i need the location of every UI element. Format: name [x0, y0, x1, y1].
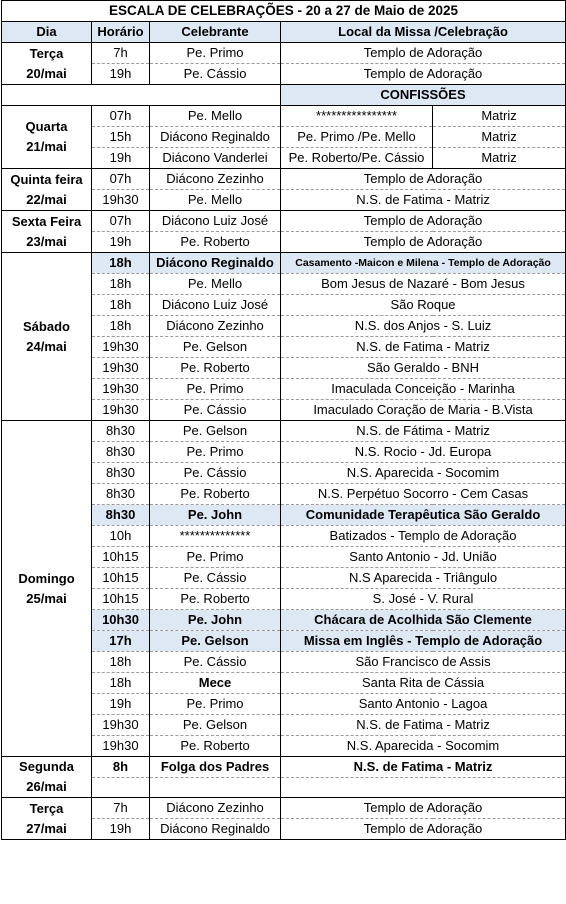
time-cell: 19h: [92, 819, 150, 840]
header-horario: Horário: [92, 22, 150, 43]
celebrant-cell: Diácono Luiz José: [150, 211, 281, 232]
day-name: Terça: [29, 800, 64, 816]
table-row: [2, 798, 566, 819]
local-cell: N.S Aparecida - Triângulo: [281, 568, 566, 589]
local-cell: Santo Antonio - Jd. União: [281, 547, 566, 568]
local-cell: N.S. Perpétuo Socorro - Cem Casas: [281, 484, 566, 505]
celebrant-cell: Pe. Primo: [150, 379, 281, 400]
local-cell: N.S. de Fatima - Matriz: [281, 190, 566, 211]
time-cell: 19h30: [92, 400, 150, 421]
blank-cell: [92, 85, 150, 106]
confessor-cell: ****************: [281, 106, 433, 127]
blank-cell: [92, 778, 150, 798]
time-cell: 19h: [92, 64, 150, 85]
header-dia: Dia: [2, 22, 92, 43]
time-cell: 19h30: [92, 190, 150, 211]
local-cell: N.S. de Fatima - Matriz: [281, 757, 566, 778]
day-cell-sabado-24: [2, 253, 92, 421]
time-cell: 18h: [92, 253, 150, 274]
celebrant-cell: Diácono Zezinho: [150, 316, 281, 337]
local-cell: Matriz: [433, 127, 566, 148]
time-cell: 8h30: [92, 421, 150, 442]
celebrant-cell: Pe. John: [150, 505, 281, 526]
local-cell: São Roque: [281, 295, 566, 316]
time-cell: 8h30: [92, 484, 150, 505]
celebrant-cell: Mece: [150, 673, 281, 694]
schedule-table: [1, 0, 566, 840]
blank-cell: [150, 85, 281, 106]
celebrant-cell: Pe. Primo: [150, 442, 281, 463]
time-cell: 19h: [92, 694, 150, 715]
time-cell: 19h30: [92, 358, 150, 379]
celebrant-cell: Pe. Cássio: [150, 652, 281, 673]
local-cell: N.S. dos Anjos - S. Luiz: [281, 316, 566, 337]
day-date: 22/mai: [26, 191, 67, 207]
local-cell: Matriz: [433, 106, 566, 127]
local-cell: N.S. de Fátima - Matriz: [281, 421, 566, 442]
blank-cell: [2, 85, 92, 106]
celebrant-cell: Pe. Cássio: [150, 568, 281, 589]
time-cell: 19h: [92, 232, 150, 253]
time-cell: 10h30: [92, 610, 150, 631]
celebrant-cell: Pe. Primo: [150, 43, 281, 64]
time-cell: 10h15: [92, 568, 150, 589]
table-row: [2, 211, 566, 232]
local-cell: Templo de Adoração: [281, 798, 566, 819]
local-cell: Missa em Inglês - Templo de Adoração: [281, 631, 566, 652]
day-name: Domingo: [18, 570, 75, 586]
local-cell: N.S. Aparecida - Socomim: [281, 463, 566, 484]
time-cell: 19h: [92, 148, 150, 169]
day-date: 23/mai: [26, 233, 67, 249]
local-cell: S. José - V. Rural: [281, 589, 566, 610]
time-cell: 19h30: [92, 715, 150, 736]
celebrant-cell: Pe. Gelson: [150, 337, 281, 358]
celebrant-cell: **************: [150, 526, 281, 547]
title-row: [2, 1, 566, 22]
time-cell: 18h: [92, 295, 150, 316]
day-name: Quarta: [25, 119, 68, 134]
header-celebrante: Celebrante: [150, 22, 281, 43]
celebrant-cell: Pe. Mello: [150, 106, 281, 127]
celebrant-cell: Pe. Roberto: [150, 484, 281, 505]
day-date: 24/mai: [26, 338, 67, 354]
celebrant-cell: Pe. Primo: [150, 694, 281, 715]
day-name: Quinta feira: [10, 171, 83, 187]
day-date: 26/mai: [26, 779, 67, 794]
local-cell: Batizados - Templo de Adoração: [281, 526, 566, 547]
time-cell: 18h: [92, 652, 150, 673]
celebrant-cell: Pe. Mello: [150, 274, 281, 295]
time-cell: 07h: [92, 106, 150, 127]
time-cell: 8h30: [92, 442, 150, 463]
celebrant-cell: Pe. Primo: [150, 547, 281, 568]
local-cell: Imaculada Conceição - Marinha: [281, 379, 566, 400]
confissoes-row: [2, 85, 566, 106]
celebrant-cell: Pe. Roberto: [150, 736, 281, 757]
day-name: Segunda: [19, 759, 74, 774]
celebrant-cell: Pe. John: [150, 610, 281, 631]
day-name: Terça: [29, 45, 64, 61]
local-cell: Templo de Adoração: [281, 211, 566, 232]
celebrant-cell: Diácono Zezinho: [150, 169, 281, 190]
confessor-cell: Pe. Roberto/Pe. Cássio: [281, 148, 433, 169]
day-cell-domingo-25: [2, 421, 92, 757]
day-date: 25/mai: [26, 590, 67, 606]
time-cell: 10h15: [92, 547, 150, 568]
header-local: Local da Missa /Celebração: [281, 22, 566, 43]
celebrant-cell: Diácono Reginaldo: [150, 127, 281, 148]
table-row: [2, 169, 566, 190]
table-row: [2, 421, 566, 442]
table-row: [2, 757, 566, 778]
local-cell: Matriz: [433, 148, 566, 169]
schedule-title: ESCALA DE CELEBRAÇÕES - 20 a 27 de Maio de 2025: [2, 1, 566, 22]
table-row: [2, 43, 566, 64]
local-cell: Chácara de Acolhida São Clemente: [281, 610, 566, 631]
time-cell: 07h: [92, 169, 150, 190]
day-date: 20/mai: [26, 65, 67, 81]
day-cell-segunda-26: [2, 757, 92, 798]
local-cell: Imaculado Coração de Maria - B.Vista: [281, 400, 566, 421]
time-cell: 19h30: [92, 379, 150, 400]
celebrant-cell: Pe. Cássio: [150, 463, 281, 484]
celebrant-cell: Diácono Reginaldo: [150, 819, 281, 840]
confessor-cell: Pe. Primo /Pe. Mello: [281, 127, 433, 148]
table-row-highlight: [2, 253, 566, 274]
celebrant-cell: Diácono Luiz José: [150, 295, 281, 316]
celebrant-cell: Pe. Roberto: [150, 358, 281, 379]
local-cell: São Francisco de Assis: [281, 652, 566, 673]
local-cell: Bom Jesus de Nazaré - Bom Jesus: [281, 274, 566, 295]
time-cell: 8h30: [92, 505, 150, 526]
day-cell-quinta-22: [2, 169, 92, 211]
time-cell: 7h: [92, 43, 150, 64]
local-cell: São Geraldo - BNH: [281, 358, 566, 379]
header-row: [2, 22, 566, 43]
local-cell: Casamento -Maicon e Milena - Templo de Adoração: [281, 253, 566, 274]
time-cell: 18h: [92, 274, 150, 295]
local-cell: Templo de Adoração: [281, 43, 566, 64]
local-cell: Santa Rita de Cássia: [281, 673, 566, 694]
celebrant-cell: Diácono Vanderlei: [150, 148, 281, 169]
celebrant-cell: Diácono Zezinho: [150, 798, 281, 819]
table-row: [2, 106, 566, 127]
day-cell-terca-20: [2, 43, 92, 85]
day-cell-quarta-21: [2, 106, 92, 169]
time-cell: 10h15: [92, 589, 150, 610]
celebrant-cell: Pe. Roberto: [150, 589, 281, 610]
time-cell: 17h: [92, 631, 150, 652]
day-cell-terca-27: [2, 798, 92, 840]
time-cell: 15h: [92, 127, 150, 148]
local-cell: Templo de Adoração: [281, 232, 566, 253]
time-cell: 10h: [92, 526, 150, 547]
local-cell: Comunidade Terapêutica São Geraldo: [281, 505, 566, 526]
local-cell: N.S. de Fatima - Matriz: [281, 337, 566, 358]
local-cell: Santo Antonio - Lagoa: [281, 694, 566, 715]
time-cell: 8h30: [92, 463, 150, 484]
local-cell: Templo de Adoração: [281, 819, 566, 840]
time-cell: 19h30: [92, 337, 150, 358]
local-cell: Templo de Adoração: [281, 169, 566, 190]
time-cell: 8h: [92, 757, 150, 778]
celebrant-cell: Folga dos Padres: [150, 757, 281, 778]
day-date: 27/mai: [26, 820, 67, 836]
time-cell: 7h: [92, 798, 150, 819]
day-cell-sexta-23: [2, 211, 92, 253]
blank-cell: [281, 778, 566, 798]
blank-cell: [150, 778, 281, 798]
celebrant-cell: Pe. Gelson: [150, 421, 281, 442]
local-cell: N.S. Rocio - Jd. Europa: [281, 442, 566, 463]
confissoes-label: CONFISSÕES: [281, 85, 566, 106]
day-name: Sexta Feira: [11, 213, 82, 229]
local-cell: N.S. Aparecida - Socomim: [281, 736, 566, 757]
day-name: Sábado: [23, 318, 70, 334]
day-date: 21/mai: [26, 139, 67, 154]
celebrant-cell: Pe. Roberto: [150, 232, 281, 253]
time-cell: 07h: [92, 211, 150, 232]
time-cell: 19h30: [92, 736, 150, 757]
celebrant-cell: Diácono Reginaldo: [150, 253, 281, 274]
local-cell: N.S. de Fatima - Matriz: [281, 715, 566, 736]
local-cell: Templo de Adoração: [281, 64, 566, 85]
celebrant-cell: Pe. Gelson: [150, 715, 281, 736]
celebrant-cell: Pe. Gelson: [150, 631, 281, 652]
celebrant-cell: Pe. Mello: [150, 190, 281, 211]
celebrant-cell: Pe. Cássio: [150, 64, 281, 85]
time-cell: 18h: [92, 316, 150, 337]
celebrant-cell: Pe. Cássio: [150, 400, 281, 421]
time-cell: 18h: [92, 673, 150, 694]
